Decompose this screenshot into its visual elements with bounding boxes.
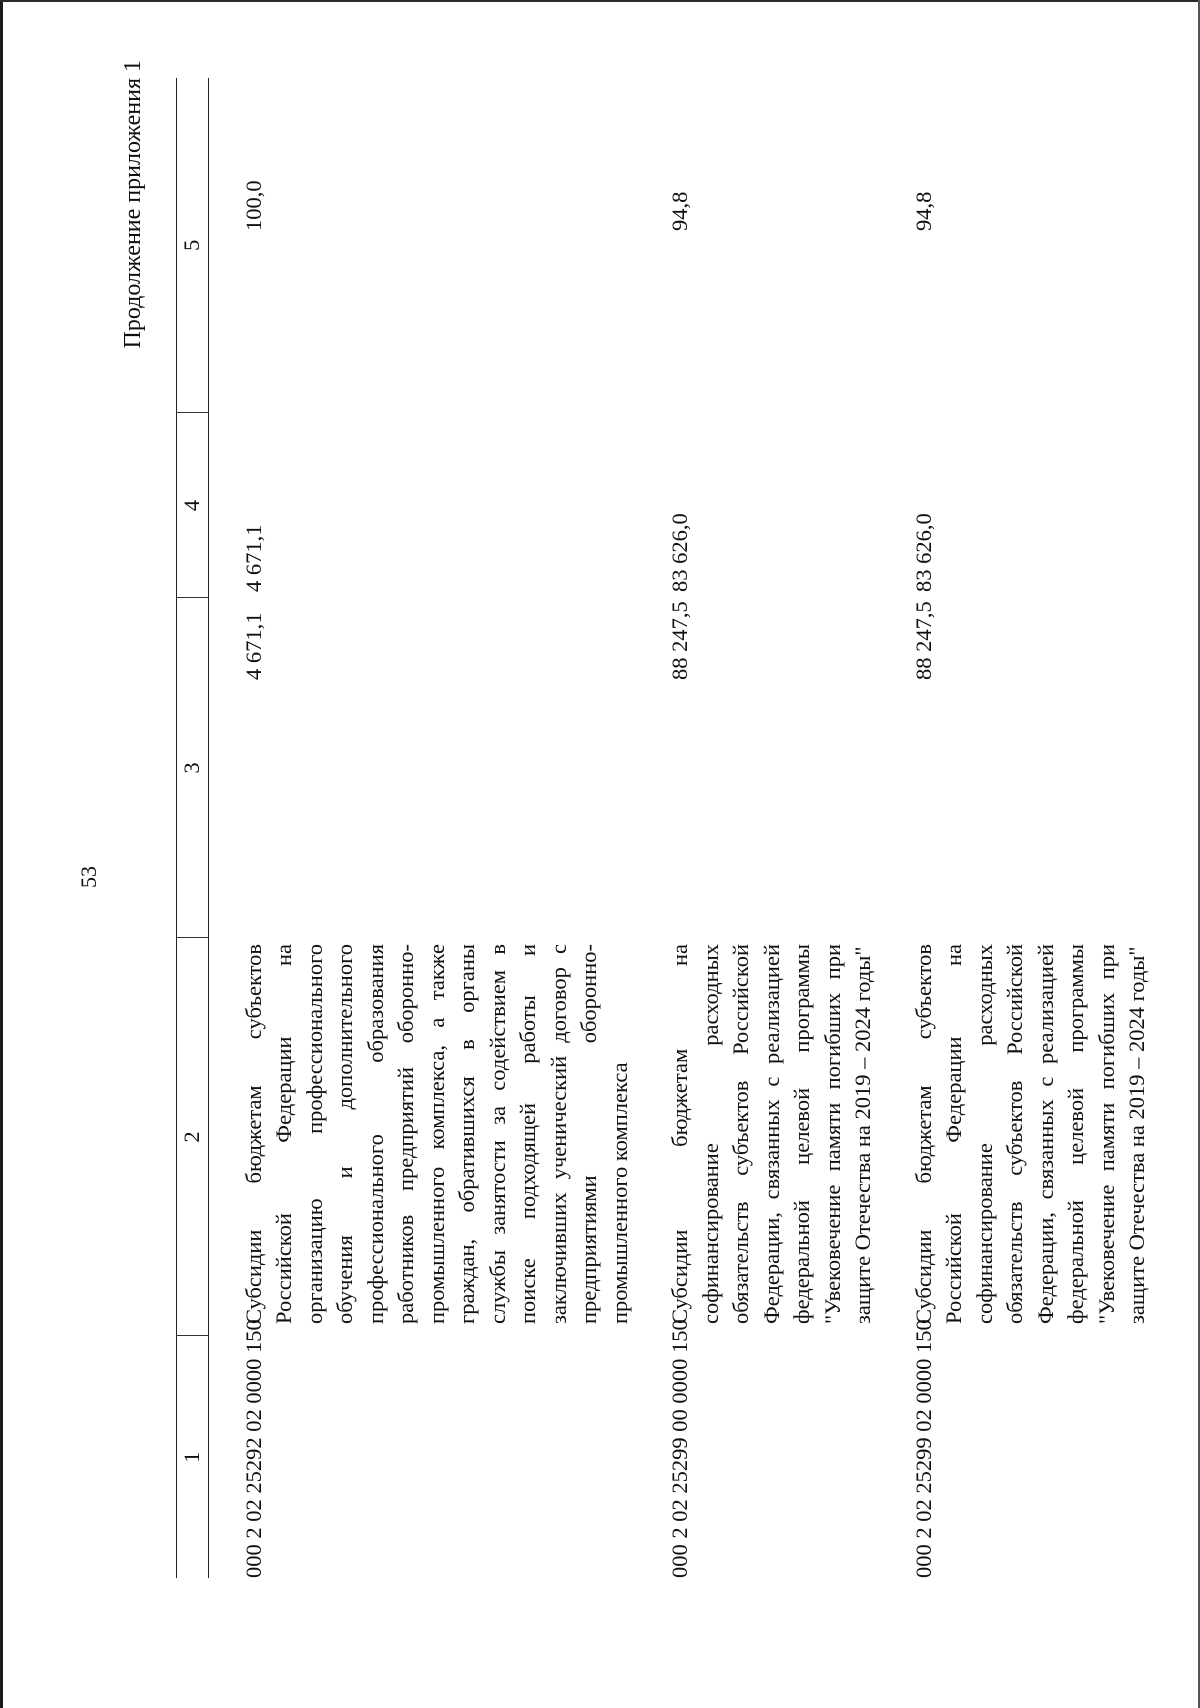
table-row [635, 78, 879, 1578]
item-description: Субсидии бюджетам субъектов Российской Федерации на организацию профессионального обучения и дополнительного профессионального образования работников предприятий оборонно-промышленного комплекса, а также граждан, обратившихся в органы службы занятости за содействием в поиске подходящей работы и заключивших ученический договор с предприятиями оборонно-промышленного комплекса [240, 944, 632, 1324]
page-number: 53 [76, 866, 101, 888]
item-description: Субсидии бюджетам на софинансирование расходных обязательств субъектов Российской Федерации, связанных с реализацией федеральной целевой программы "Увековечение памяти погибших при защите Отечества на 2019 – 2024 годы" [667, 944, 875, 1324]
value-col-3: 4 671,1 [240, 612, 266, 680]
page-heading: Продолжение приложения 1 [120, 60, 146, 349]
budget-code: 000 2 02 25292 02 0000 150 [240, 1319, 266, 1578]
budget-table [176, 78, 1161, 1578]
value-col-4: 83 626,0 [667, 513, 692, 592]
header-col-5: 5 [177, 78, 209, 413]
value-col-5: 94,8 [910, 191, 936, 231]
table-row [879, 78, 1161, 1578]
value-col-5: 100,0 [240, 180, 266, 231]
header-col-1: 1 [177, 1336, 209, 1578]
header-col-4: 4 [177, 413, 209, 598]
value-col-5: 94,8 [667, 191, 692, 231]
item-description: Субсидии бюджетам субъектов Российской Федерации на софинансирование расходных обязательств субъектов Российской Федерации, связанных с реализацией федеральной целевой программы "Увековечение памяти погибших при защите Отечества на 2019 – 2024 годы" [910, 944, 1149, 1324]
budget-code: 000 2 02 25299 00 0000 150 [667, 1319, 692, 1578]
header-col-2: 2 [177, 938, 209, 1336]
value-col-4: 4 671,1 [240, 524, 266, 592]
table-header-row [177, 78, 209, 1578]
table-row [208, 78, 635, 1578]
value-col-3: 88 247,5 [667, 601, 692, 680]
header-col-3: 3 [177, 598, 209, 938]
budget-code: 000 2 02 25299 02 0000 150 [910, 1319, 936, 1578]
value-col-3: 88 247,5 [910, 601, 936, 680]
value-col-4: 83 626,0 [910, 513, 936, 592]
